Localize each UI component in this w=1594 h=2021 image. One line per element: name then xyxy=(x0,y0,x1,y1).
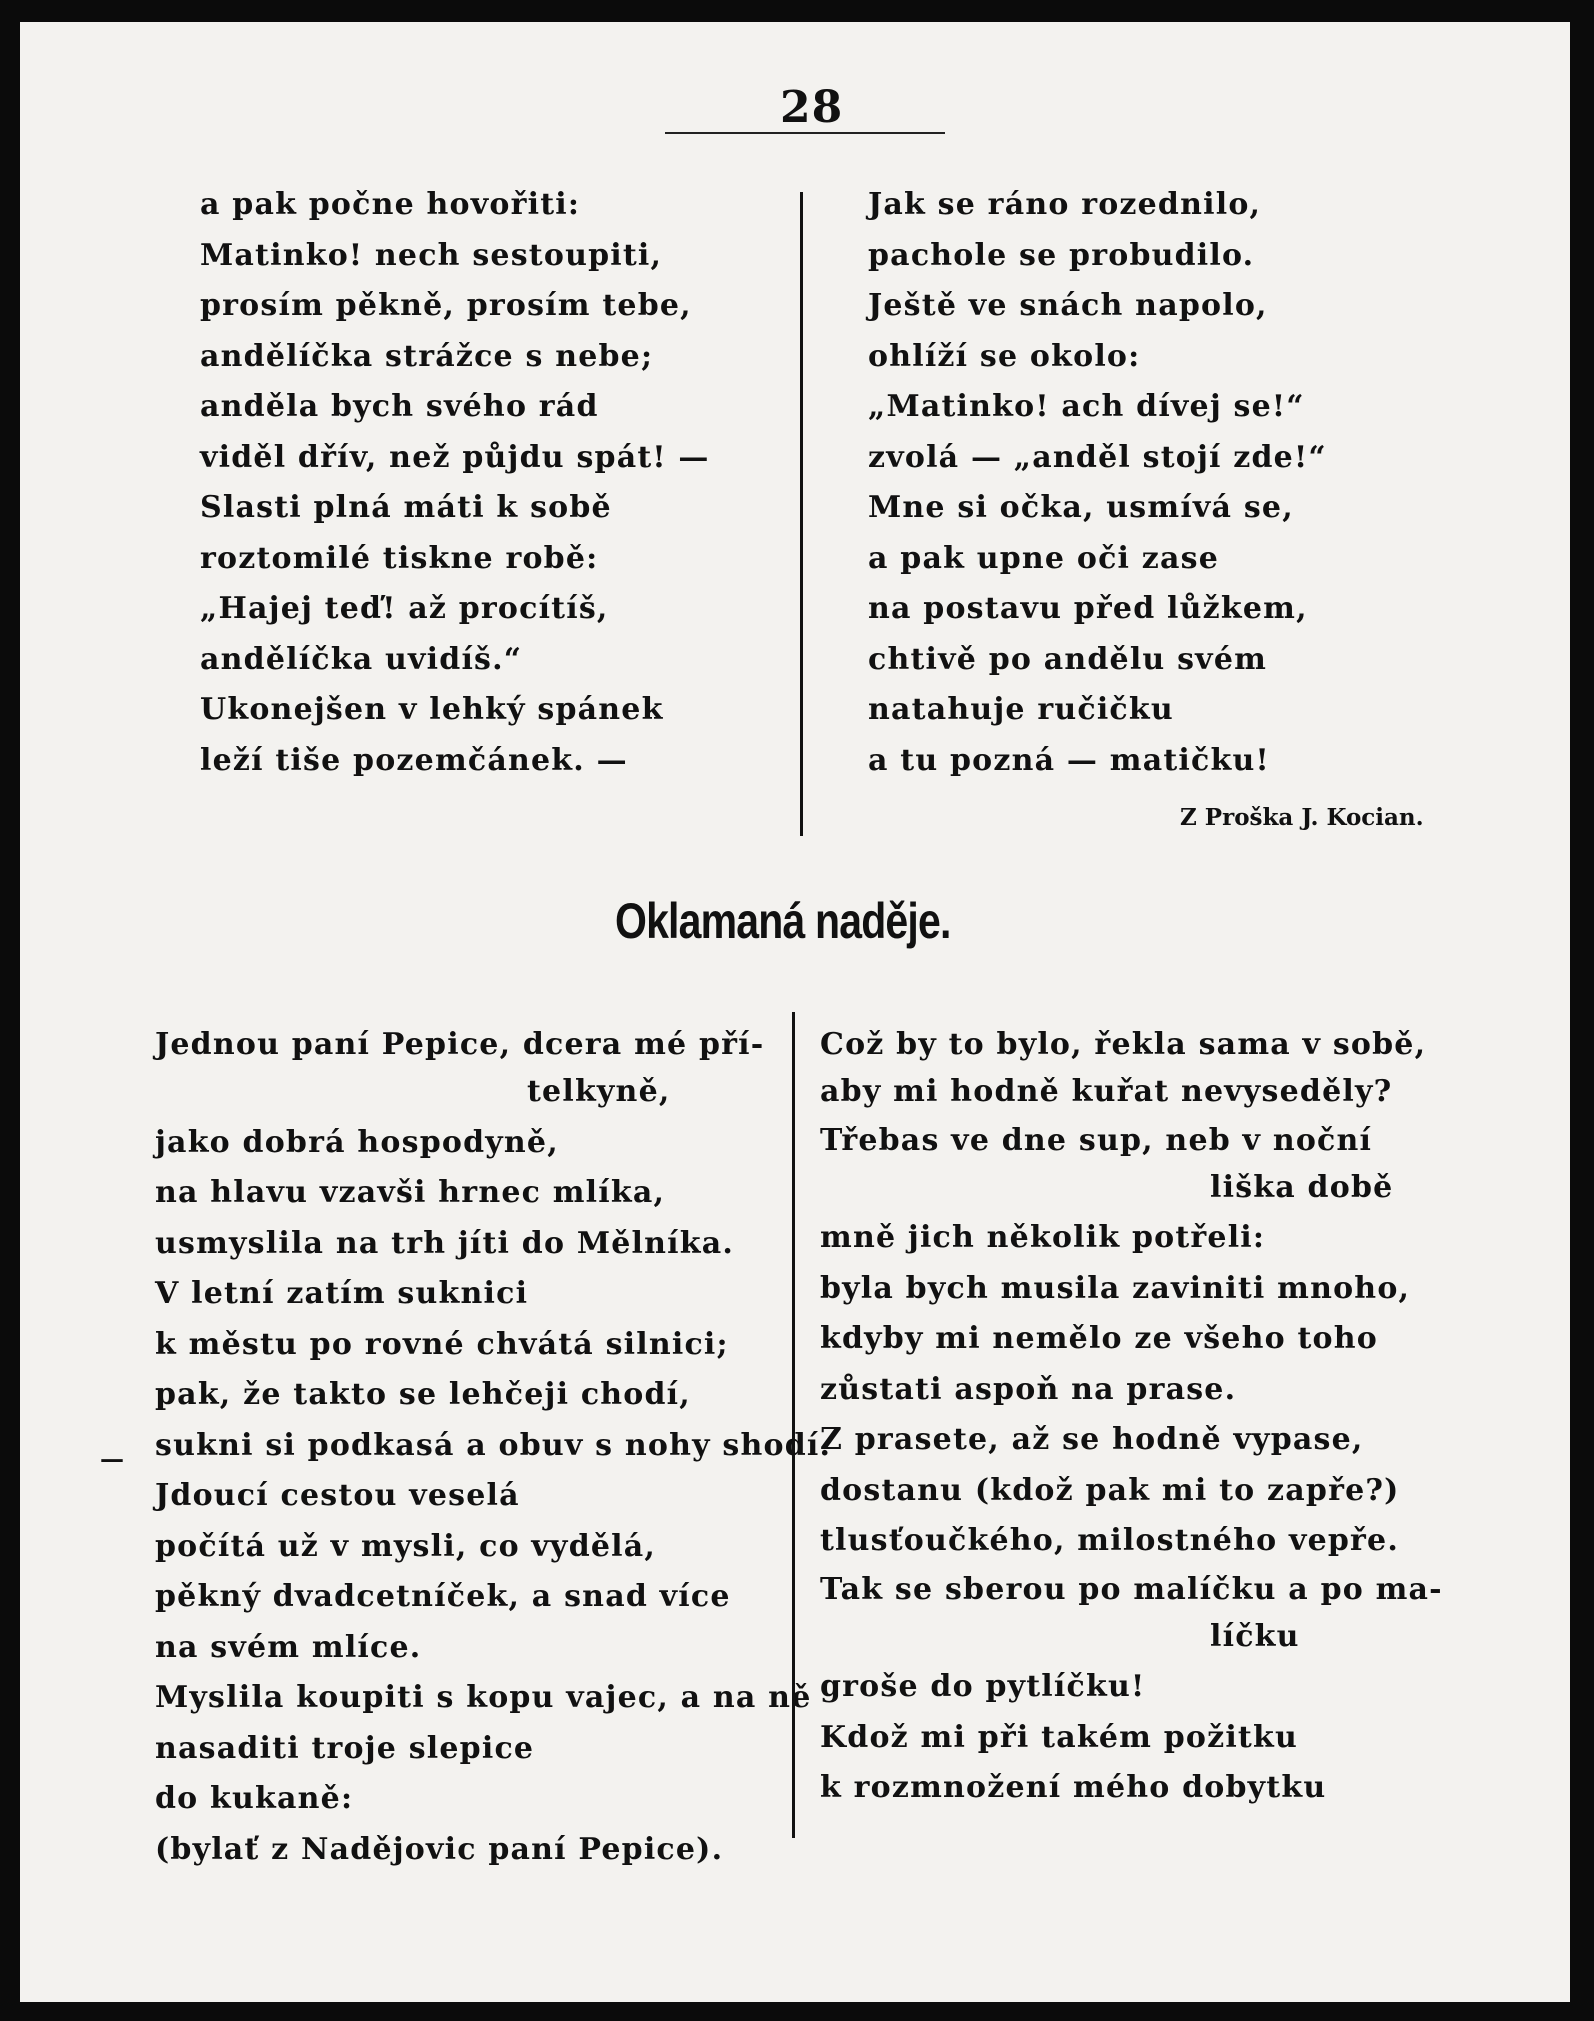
verse-line: Ještě ve snách napolo, xyxy=(868,288,1268,323)
verse-line: telkyně, xyxy=(527,1074,671,1109)
verse-line: a tu pozná — matičku! xyxy=(868,742,1270,778)
column-divider xyxy=(792,1012,795,1838)
verse-line: Jak se ráno rozednilo, xyxy=(868,187,1262,222)
verse-line: andělíčka strážce s nebe; xyxy=(200,338,654,374)
book-page xyxy=(20,22,1570,2002)
verse-line: sukni si podkasá a obuv s nohy shodí. xyxy=(155,1427,832,1463)
verse-line: (bylať z Nadějovic paní Pepice). xyxy=(155,1831,724,1867)
verse-line: leží tiše pozemčánek. — xyxy=(200,742,628,778)
page-number: 28 xyxy=(780,82,844,133)
header-rule xyxy=(665,132,945,134)
verse-line: viděl dřív, než půjdu spát! — xyxy=(200,439,710,475)
verse-line: Z prasete, až se hodně vypase, xyxy=(820,1422,1364,1457)
verse-line: liška době xyxy=(1210,1169,1394,1205)
verse-line: chtivě po andělu svém xyxy=(868,641,1268,677)
verse-line: Matinko! nech sestoupiti, xyxy=(200,237,663,273)
verse-line: „Matinko! ach dívej se!“ xyxy=(868,389,1305,424)
margin-mark: — xyxy=(100,1444,124,1473)
verse-line: roztomilé tiskne robě: xyxy=(200,540,599,576)
verse-line: Jdoucí cestou veselá xyxy=(155,1478,520,1513)
verse-line: „Hajej teď! až procítíš, xyxy=(200,591,609,626)
verse-line: aby mi hodně kuřat nevyseděly? xyxy=(820,1074,1393,1109)
verse-line: V letní zatím suknici xyxy=(155,1276,529,1311)
poem-title: Oklamaná naděje. xyxy=(615,893,951,949)
verse-line: prosím pěkně, prosím tebe, xyxy=(200,288,692,323)
verse-line: Mne si očka, usmívá se, xyxy=(868,490,1294,525)
verse-line: a pak počne hovořiti: xyxy=(200,187,581,222)
verse-line: zvolá — „anděl stojí zde!“ xyxy=(868,439,1327,475)
verse-line: groše do pytlíčku! xyxy=(820,1669,1146,1704)
verse-line: na svém mlíce. xyxy=(155,1629,422,1665)
poem1-left-column xyxy=(200,180,710,786)
verse-line: andělíčka uvidíš.“ xyxy=(200,641,523,677)
verse-line: Třebas ve dne sup, neb v noční xyxy=(820,1122,1373,1158)
verse-line: usmyslila na trh jíti do Mělníka. xyxy=(155,1225,734,1261)
verse-line: pěkný dvadcetníček, a snad více xyxy=(155,1579,731,1614)
verse-line: zůstati aspoň na prase. xyxy=(820,1371,1237,1407)
verse-line: Jednou paní Pepice, dcera mé pří- xyxy=(155,1027,765,1062)
verse-line: kdyby mi nemělo ze všeho toho xyxy=(820,1321,1378,1356)
verse-line: byla bych musila zaviniti mnoho, xyxy=(820,1270,1411,1306)
verse-line: Myslila koupiti s kopu vajec, a na ně xyxy=(155,1680,812,1715)
verse-line: na hlavu vzavši hrnec mlíka, xyxy=(155,1175,666,1210)
poem-author: Z Proška J. Kocian. xyxy=(1180,804,1424,831)
verse-line: tlusťoučkého, milostného vepře. xyxy=(820,1523,1399,1558)
verse-line: jako dobrá hospodyně, xyxy=(155,1124,559,1160)
verse-line: počítá už v mysli, co vydělá, xyxy=(155,1528,657,1564)
verse-line: pachole se probudilo. xyxy=(868,237,1255,273)
verse-line: k rozmnožení mého dobytku xyxy=(820,1770,1327,1805)
poem1-right-column xyxy=(868,180,1327,786)
verse-line: k městu po rovné chvátá silnici; xyxy=(155,1326,729,1362)
verse-line: nasaditi troje slepice xyxy=(155,1730,535,1766)
verse-line: líčku xyxy=(1210,1618,1300,1654)
verse-line: mně jich několik potřeli: xyxy=(820,1220,1266,1255)
verse-line: anděla bych svého rád xyxy=(200,389,599,424)
verse-line: a pak upne oči zase xyxy=(868,540,1220,576)
verse-line: Slasti plná máti k sobě xyxy=(200,490,612,525)
verse-line: ohlíží se okolo: xyxy=(868,338,1141,374)
verse-line: Tak se sberou po malíčku a po ma- xyxy=(820,1571,1443,1607)
poem2-left-column xyxy=(155,1022,831,1875)
verse-line: Kdož mi při takém požitku xyxy=(820,1719,1298,1755)
poem2-right-column xyxy=(820,1022,1443,1814)
verse-line: pak, že takto se lehčeji chodí, xyxy=(155,1377,691,1412)
verse-line: dostanu (kdož pak mi to zapře?) xyxy=(820,1472,1400,1508)
verse-line: na postavu před lůžkem, xyxy=(868,591,1308,626)
column-divider xyxy=(800,192,803,836)
verse-line: do kukaně: xyxy=(155,1781,354,1816)
verse-line: Ukonejšen v lehký spánek xyxy=(200,692,664,727)
verse-line: Což by to bylo, řekla sama v sobě, xyxy=(820,1027,1427,1062)
verse-line: natahuje ručičku xyxy=(868,692,1174,727)
